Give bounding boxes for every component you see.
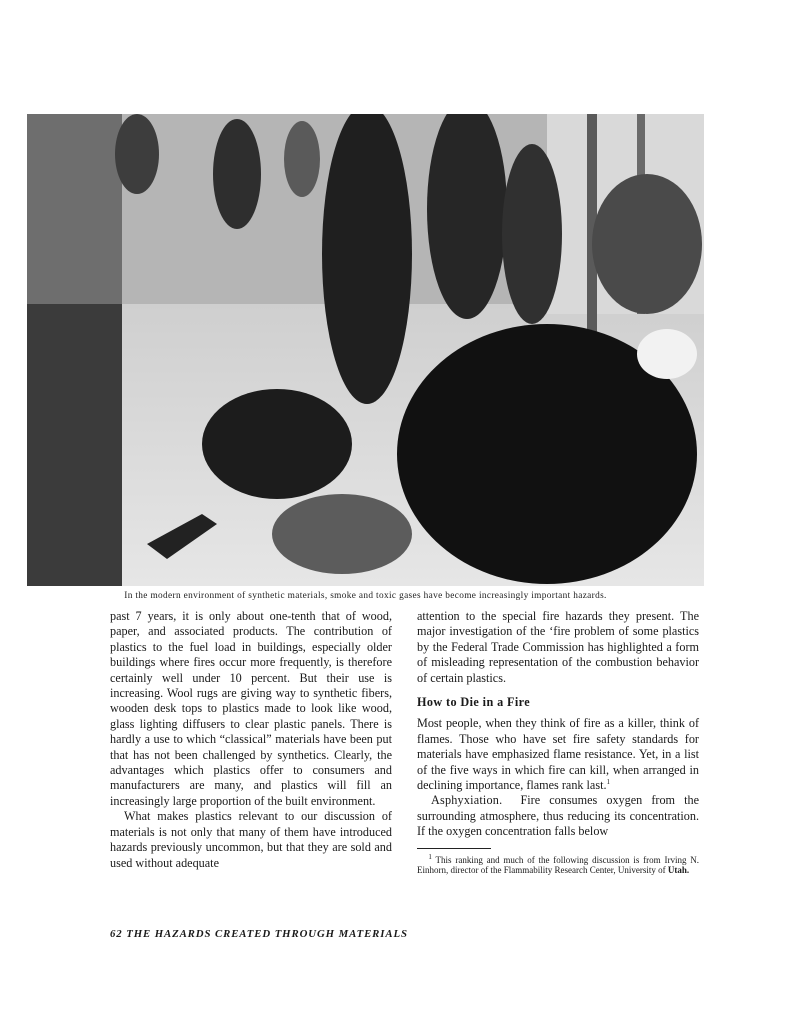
- right-paragraph-2: [417, 716, 699, 793]
- footnote-rule: [417, 848, 491, 849]
- left-paragraph-1: past 7 years, it is only about one-tenth that of wood, paper, and associated products. The contribution of plastics to the fuel load in buildings, especially older buildings where fires occur more frequently, is therefore certainly well under 10 percent. But their use is increasing. Wool rugs are giving way to synthetic fibers, wooden desk tops to plastics made to look like wood, glass lighting diffusers to clear plastic panels. There is hardly a use to which “classical” materials have been put that has not been challenged by synthetics. Clearly, the advantages which plastics offer to consumers and manufacturers are many, and plastics will fill an increasingly large proportion of the built environment.: [110, 609, 392, 808]
- right-column: [417, 609, 699, 876]
- page-folio: 62 THE HAZARDS CREATED THROUGH MATERIALS: [110, 928, 408, 940]
- photo-caption: In the modern environment of synthetic materials, smoke and toxic gases have become increasingly important hazards.: [124, 591, 607, 601]
- run-in-heading: Asphyxiation.: [431, 793, 503, 808]
- right-paragraph-1: attention to the special fire hazards they present. The major investigation of the ‘fire problem of some plastics by the Federal Trade Commission has highlighted a form of misleading representation of the combustion behavior of certain plastics.: [417, 609, 699, 685]
- right-paragraph-2-text: Most people, when they think of fire as a killer, think of flames. Those who have set fire safety standards for materials have emphasized flame resistance. Yet, in a list of the five ways in which fire can kill, when arranged in declining importance, flames rank last.: [417, 716, 699, 793]
- footnote-mark: 1: [428, 852, 432, 861]
- footnote-text: This ranking and much of the following discussion is from Irving N. Einhorn, director of the Flammability Research Center, University of: [417, 854, 700, 876]
- footnote: [417, 852, 700, 876]
- left-paragraph-2: What makes plastics relevant to our discussion of materials is not only that many of them have introduced hazards previously uncommon, but that they are sold and used without adequate: [110, 809, 392, 870]
- news-photo: [27, 114, 704, 586]
- footnote-reference: 1: [606, 778, 611, 786]
- right-paragraph-3-text: Fire consumes oxygen from the surrounding atmosphere, thus reducing its concentration. If the oxygen concentration falls below: [417, 793, 699, 839]
- right-paragraph-3: [417, 793, 699, 839]
- section-heading: How to Die in a Fire: [417, 695, 531, 710]
- footnote-bold: Utah.: [667, 865, 690, 876]
- photo-scene: [27, 114, 704, 586]
- left-column: [110, 609, 392, 871]
